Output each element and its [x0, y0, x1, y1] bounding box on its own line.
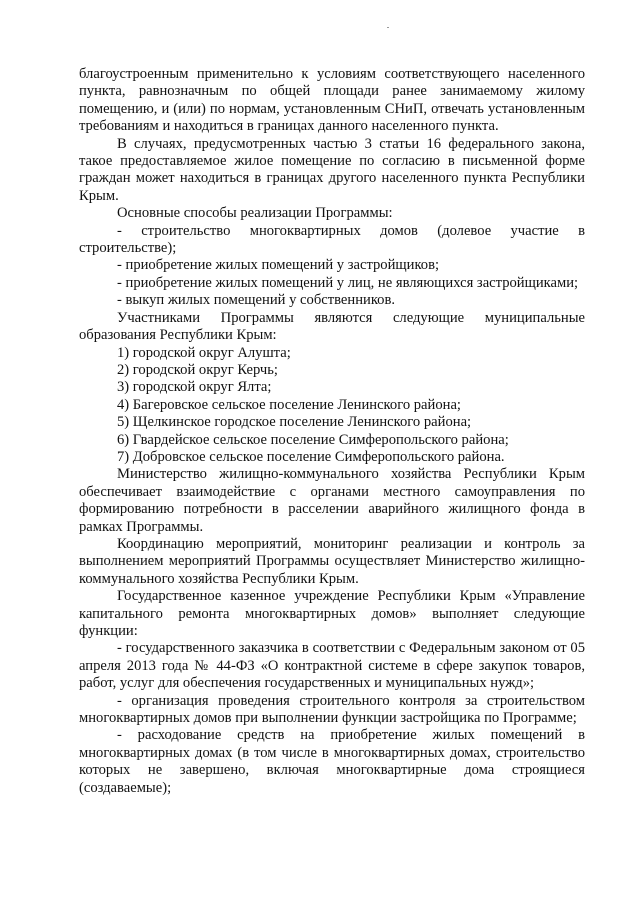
scan-speck: [387, 27, 389, 28]
list-item-method-purchase-developers: - приобретение жилых помещений у застройщиков;: [117, 257, 440, 274]
list-item-participant-3: 3) городской округ Ялта;: [117, 379, 272, 396]
list-item-participant-2: 2) городской округ Керчь;: [117, 361, 278, 378]
paragraph-continuation: благоустроенным применительно к условиям соответствующего населенного пункта, равнозначным по общей площади ранее занимаемому жилому помещению, и (или) по нормам, установленным СНиП, отвечать установленным требованиям и находиться в границах данного населенного пункта.: [79, 66, 585, 135]
paragraph-participants-heading: Участниками Программы являются следующие муниципальные образования Республики Крым:: [79, 309, 585, 344]
document-page: [79, 66, 585, 797]
list-item-function-spending: - расходование средств на приобретение жилых помещений в многоквартирных домах (в том числе в многоквартирных домах, строительство которых не завершено, включая многоквартирные дома строящиеся (создаваемые);: [79, 727, 585, 796]
paragraph-methods-heading: Основные способы реализации Программы:: [117, 205, 393, 222]
list-item-method-purchase-others: - приобретение жилых помещений у лиц, не являющихся застройщиками;: [117, 274, 579, 291]
paragraph-relocation: В случаях, предусмотренных частью 3 статьи 16 федерального закона, такое предоставляемое жилое помещение по согласию в письменной форме граждан может находиться в границах другого населенного пункта Республики Крым.: [79, 135, 585, 204]
list-item-function-control: - организация проведения строительного контроля за строительством многоквартирных домов при выполнении функции застройщика по Программе;: [79, 692, 585, 727]
list-item-participant-7: 7) Добровское сельское поселение Симферопольского района.: [117, 448, 505, 465]
list-item-participant-5: 5) Щелкинское городское поселение Ленинского района;: [117, 414, 472, 431]
list-item-participant-4: 4) Багеровское сельское поселение Ленинского района;: [117, 396, 461, 413]
paragraph-ministry: Министерство жилищно-коммунального хозяйства Республики Крым обеспечивает взаимодействие с органами местного самоуправления по формированию потребности в расселении аварийного жилищного фонда в рамках Программы.: [79, 466, 585, 535]
paragraph-coordination: Координацию мероприятий, мониторинг реализации и контроль за выполнением мероприятий Программы осуществляет Министерство жилищно-коммунального хозяйства Республики Крым.: [79, 535, 585, 587]
list-item-participant-1: 1) городской округ Алушта;: [117, 344, 291, 361]
list-item-method-buyout: - выкуп жилых помещений у собственников.: [117, 292, 396, 309]
paragraph-state-institution: Государственное казенное учреждение Республики Крым «Управление капитального ремонта многоквартирных домов» выполняет следующие функции:: [79, 588, 585, 639]
list-item-function-customer: - государственного заказчика в соответствии с Федеральным законом от 05 апреля 2013 года № 44-ФЗ «О контрактной системе в сфере закупок товаров, работ, услуг для обеспечения государственных и муниципальных нужд»;: [79, 640, 585, 692]
list-item-method-construction: - строительство многоквартирных домов (долевое участие в строительстве);: [79, 222, 585, 257]
list-item-participant-6: 6) Гвардейское сельское поселение Симферопольского района;: [117, 431, 509, 448]
